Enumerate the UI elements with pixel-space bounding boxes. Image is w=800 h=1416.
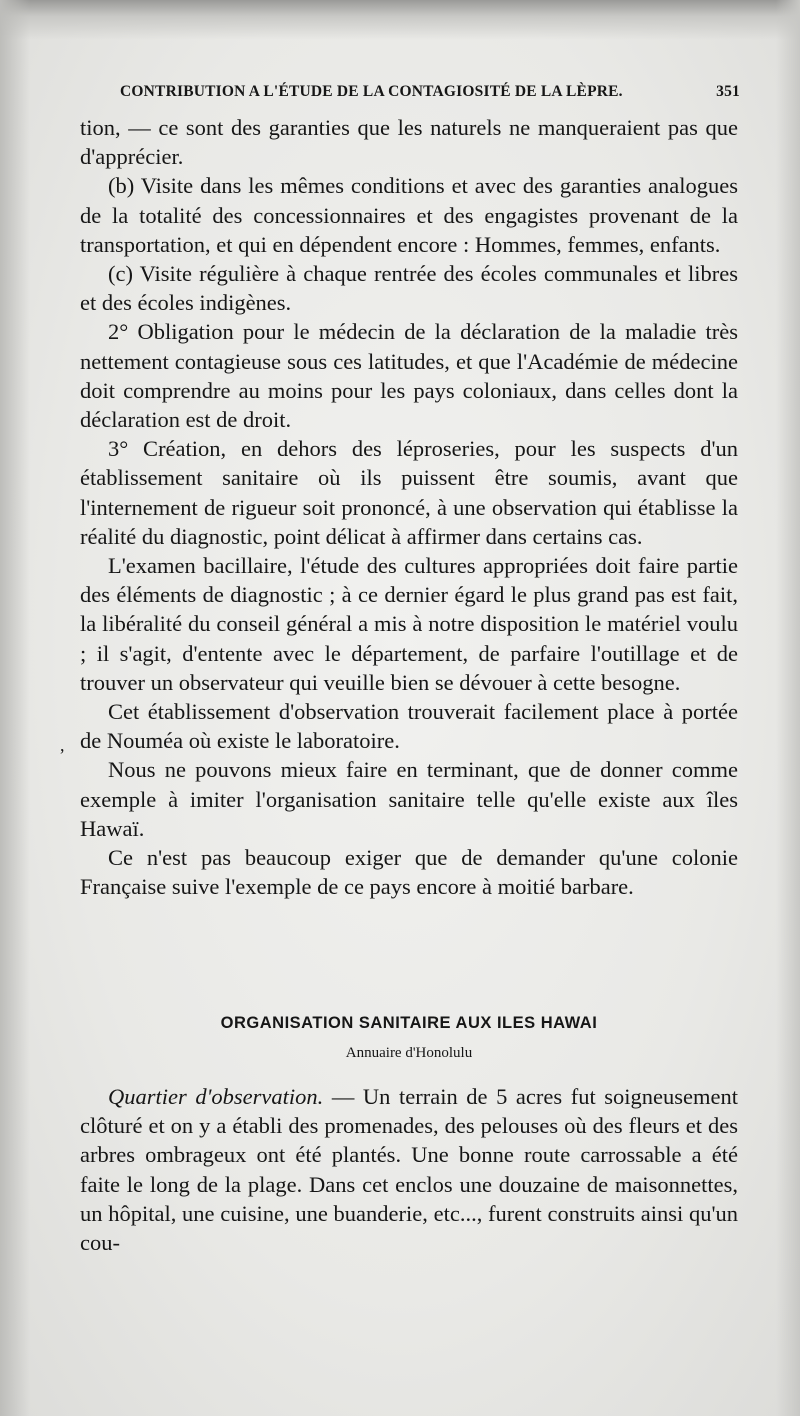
body-text (80, 113, 738, 901)
paragraph: (c) Visite régulière à chaque rentrée des écoles communales et libres et des écoles indigènes. (80, 261, 738, 316)
section-title: ORGANISATION SANITAIRE AUX ILES HAWAI (220, 1014, 598, 1032)
paragraph-text: — Un terrain de 5 acres fut soigneusement clôturé et on y a établi des promenades, des pelouses où des fleurs et des arbres ombrageux ont été plantés. Une bonne route carrossable a été faite le long de la plage. Dans cet enclos une douzaine de maisonnettes, un hôpital, une cuisine, une buanderie, etc..., furent construits ainsi qu'un cou- (80, 1084, 739, 1256)
paragraph: L'examen bacillaire, l'étude des cultures appropriées doit faire partie des éléments de diagnostic ; à ce dernier égard le plus grand pas est fait, la libéralité du conseil général a mis à notre disposition le matériel voulu ; il s'agit, d'entente avec le département, de parfaire l'outillage et de trouver un observateur qui veuille bien se dévouer à cette besogne. (80, 553, 738, 695)
section-body-text (80, 1082, 738, 1257)
running-title: CONTRIBUTION A L'ÉTUDE DE LA CONTAGIOSITÉ DE LA LÈPRE. (120, 83, 623, 100)
paragraph: 3° Création, en dehors des léproseries, pour les suspects d'un établissement sanitaire où ils puissent être soumis, avant que l'internement de rigueur soit prononcé, à une observation qui établisse la réalité du diagnostic, point délicat à affirmer dans certains cas. (80, 436, 738, 549)
running-header (120, 83, 740, 101)
paragraph (80, 1082, 738, 1257)
paragraph: Nous ne pouvons mieux faire en terminant, que de donner comme exemple à imiter l'organisation sanitaire telle qu'elle existe aux îles Hawaï. (80, 757, 738, 841)
paragraph: tion, — ce sont des garanties que les naturels ne manqueraient pas que d'apprécier. (80, 115, 738, 170)
paragraph: 2° Obligation pour le médecin de la déclaration de la maladie très nettement contagieuse sous ces latitudes, et que l'Académie de médecine doit comprendre au moins pour les pays coloniaux, dans celles dont la déclaration est de droit. (80, 319, 738, 433)
page-top-shadow (0, 0, 800, 40)
page-right-shadow (776, 0, 800, 1416)
paragraph: (b) Visite dans les mêmes conditions et avec des garanties analogues de la totalité des concessionnaires et des engagistes provenant de la transportation, et qui en dépendent encore : Hommes, femmes, enfants. (80, 173, 738, 257)
italic-lead: Quartier d'observation. (108, 1084, 324, 1109)
section-subtitle: Annuaire d'Honolulu (345, 1045, 473, 1061)
page-left-shadow (0, 0, 30, 1416)
paragraph: Ce n'est pas beaucoup exiger que de demander qu'une colonie Française suive l'exemple de ce pays encore à moitié barbare. (80, 845, 738, 900)
margin-mark: , (60, 735, 65, 755)
paragraph: Cet établissement d'observation trouverait facilement place à portée de Nouméa où existe le laboratoire. (80, 699, 738, 754)
page-number: 351 (716, 83, 740, 100)
